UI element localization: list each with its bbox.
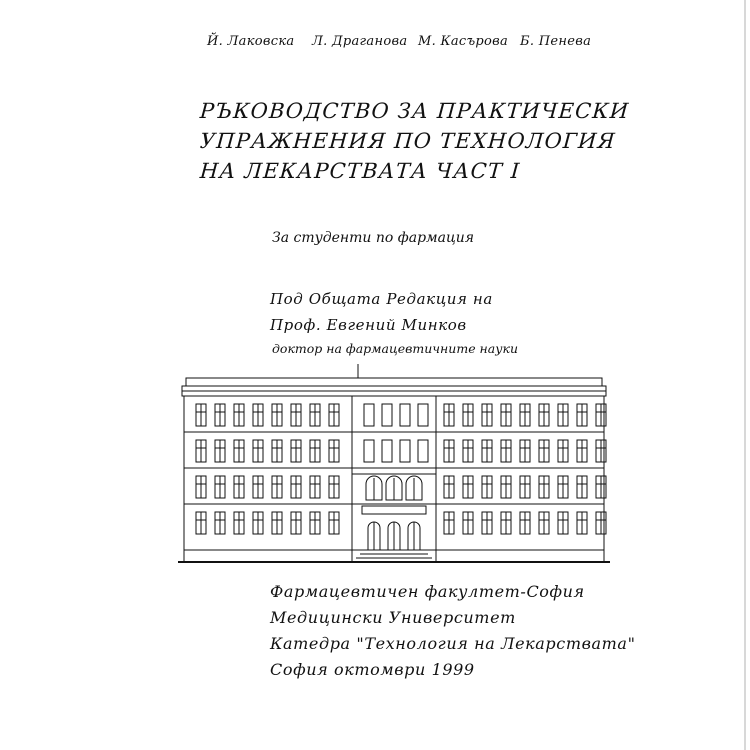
editor-line-3: доктор на фармацевтичните науки — [272, 341, 519, 356]
window — [364, 440, 374, 462]
author-1: Й. Лаковска — [207, 34, 295, 49]
inscription-band — [362, 506, 426, 514]
author-2: Л. Драганова — [312, 34, 408, 49]
roof-parapet — [186, 378, 602, 386]
title-line-3: НА ЛЕКАРСТВАТА ЧАСТ I — [199, 159, 522, 183]
editor-line-1: Под Общата Редакция на — [270, 290, 493, 308]
window — [382, 404, 392, 426]
window — [400, 440, 410, 462]
department-line: Катедра "Технология на Лекарствата" — [270, 634, 636, 653]
author-3: М. Касърова — [418, 34, 509, 49]
subtitle: За студенти по фармация — [272, 230, 475, 246]
title-line-1: РЪКОВОДСТВО ЗА ПРАКТИЧЕСКИ — [199, 99, 631, 123]
book-title — [200, 96, 630, 186]
author-4: Б. Пенева — [520, 34, 592, 49]
university-line: Медицински Университет — [270, 608, 516, 627]
faculty-building-illustration — [178, 364, 610, 570]
window — [418, 404, 428, 426]
faculty-line: Фармацевтичен факултет-София — [270, 582, 585, 601]
window — [418, 440, 428, 462]
place-date-line: София октомври 1999 — [270, 660, 475, 679]
window — [364, 404, 374, 426]
window — [382, 440, 392, 462]
title-line-2: УПРАЖНЕНИЯ ПО ТЕХНОЛОГИЯ — [199, 129, 617, 153]
editor-line-2: Проф. Евгений Минков — [270, 316, 467, 334]
page-edge-shadow — [744, 0, 746, 750]
window — [400, 404, 410, 426]
